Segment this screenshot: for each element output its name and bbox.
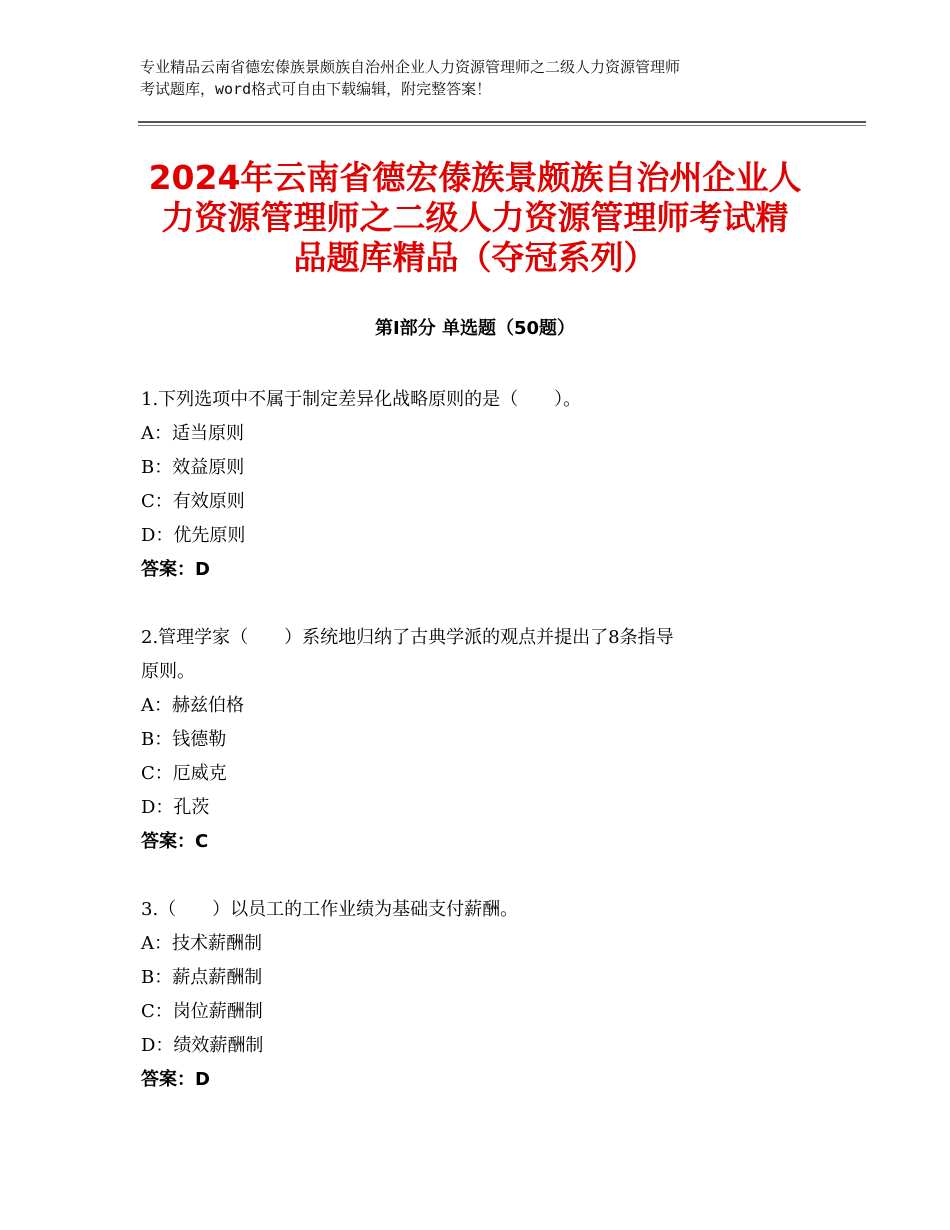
option-a: A：赫兹伯格	[141, 695, 244, 716]
option-b: B：钱德勒	[141, 729, 227, 750]
document-title-line-2: 力资源管理师之二级人力资源管理师考试精	[161, 198, 789, 237]
answer: 答案：C	[141, 831, 209, 852]
option-b: B：效益原则	[141, 457, 245, 478]
option-c: C：岗位薪酬制	[141, 1001, 263, 1022]
document-title	[130, 158, 820, 278]
header-note-line-1: 专业精品云南省德宏傣族景颇族自治州企业人力资源管理师之二级人力资源管理师	[140, 58, 681, 76]
header-note	[140, 56, 830, 100]
option-d: D：优先原则	[141, 525, 246, 546]
document-title-line-1: 2024年云南省德宏傣族景颇族自治州企业人	[148, 158, 802, 197]
answer: 答案：D	[141, 1069, 210, 1090]
question-2	[141, 621, 821, 859]
question-3	[141, 893, 821, 1097]
option-d: D：孔茨	[141, 797, 210, 818]
question-1	[141, 383, 821, 587]
option-a: A：适当原则	[141, 423, 244, 444]
question-stem: 1.下列选项中不属于制定差异化战略原则的是（ ）。	[141, 389, 582, 410]
document-title-line-3: 品题库精品（夺冠系列）	[293, 238, 657, 277]
answer: 答案：D	[141, 559, 210, 580]
option-a: A：技术薪酬制	[141, 933, 262, 954]
option-b: B：薪点薪酬制	[141, 967, 263, 988]
header-divider-thin	[138, 125, 866, 126]
question-stem: 2.管理学家（ ）系统地归纳了古典学派的观点并提出了8条指导	[141, 627, 674, 648]
option-d: D：绩效薪酬制	[141, 1035, 264, 1056]
question-stem: 3.（ ）以员工的工作业绩为基础支付薪酬。	[141, 899, 519, 920]
question-list	[141, 383, 821, 1131]
header-divider-thick	[138, 121, 866, 123]
header-note-line-2: 考试题库，word格式可自由下载编辑，附完整答案！	[140, 80, 492, 98]
question-stem-continued: 原则。	[141, 661, 195, 682]
section-heading: 第Ⅰ部分 单选题（50题）	[374, 318, 575, 339]
option-c: C：厄威克	[141, 763, 227, 784]
option-c: C：有效原则	[141, 491, 245, 512]
